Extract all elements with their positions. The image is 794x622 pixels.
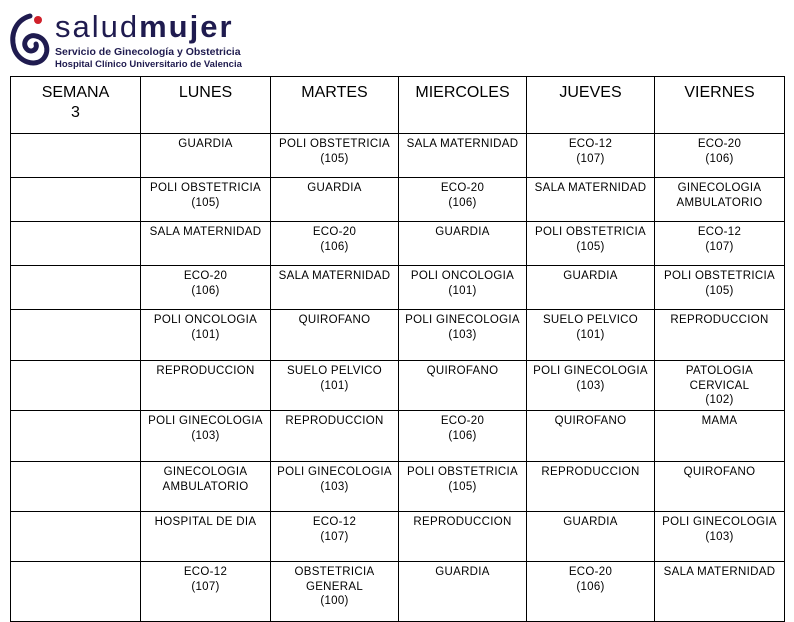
schedule-cell: SALA MATERNIDAD — [527, 178, 655, 222]
schedule-cell: REPRODUCCION — [527, 462, 655, 512]
table-row — [11, 462, 785, 512]
schedule-cell: SALA MATERNIDAD — [141, 222, 271, 266]
schedule-cell: ECO-20 (106) — [655, 134, 785, 178]
schedule-cell: GUARDIA — [399, 222, 527, 266]
table-row — [11, 562, 785, 622]
schedule-cell: POLI GINECOLOGIA (103) — [399, 310, 527, 361]
schedule-cell: QUIROFANO — [271, 310, 399, 361]
week-label: SEMANA 3 — [11, 77, 141, 134]
schedule-cell: SALA MATERNIDAD — [399, 134, 527, 178]
day-header: LUNES — [141, 77, 271, 134]
schedule-cell: SUELO PELVICO (101) — [271, 361, 399, 411]
schedule-cell: SUELO PELVICO (101) — [527, 310, 655, 361]
schedule-cell: POLI ONCOLOGIA (101) — [399, 266, 527, 310]
table-row — [11, 361, 785, 411]
schedule-cell: REPRODUCCION — [655, 310, 785, 361]
empty-week-cell — [11, 222, 141, 266]
empty-week-cell — [11, 266, 141, 310]
header-row — [11, 77, 785, 134]
schedule-cell: POLI OBSTETRICIA (105) — [271, 134, 399, 178]
empty-week-cell — [11, 134, 141, 178]
schedule-cell: REPRODUCCION — [399, 512, 527, 562]
schedule-cell: OBSTETRICIA GENERAL (100) — [271, 562, 399, 622]
brand-accent: mujer — [139, 9, 234, 44]
schedule-cell: QUIROFANO — [655, 462, 785, 512]
schedule-cell: GUARDIA — [399, 562, 527, 622]
schedule-cell: MAMA — [655, 411, 785, 462]
schedule-cell: REPRODUCCION — [271, 411, 399, 462]
table-row — [11, 222, 785, 266]
schedule-cell: ECO-20 (106) — [271, 222, 399, 266]
schedule-table — [10, 76, 785, 622]
schedule-cell: SALA MATERNIDAD — [655, 562, 785, 622]
schedule-cell: ECO-20 (106) — [399, 411, 527, 462]
schedule-cell: ECO-12 (107) — [271, 512, 399, 562]
schedule-cell: POLI OBSTETRICIA (105) — [399, 462, 527, 512]
logo — [8, 8, 248, 72]
schedule-cell: POLI GINECOLOGIA (103) — [527, 361, 655, 411]
schedule-cell: ECO-12 (107) — [141, 562, 271, 622]
empty-week-cell — [11, 562, 141, 622]
table-row — [11, 512, 785, 562]
table-row — [11, 134, 785, 178]
schedule-cell: HOSPITAL DE DIA — [141, 512, 271, 562]
hospital-subtitle: Hospital Clínico Universitario de Valencia — [55, 59, 242, 70]
empty-week-cell — [11, 462, 141, 512]
schedule-cell: ECO-12 (107) — [655, 222, 785, 266]
table-row — [11, 310, 785, 361]
schedule-cell: GINECOLOGIA AMBULATORIO — [655, 178, 785, 222]
table-row — [11, 411, 785, 462]
empty-week-cell — [11, 178, 141, 222]
table-row — [11, 266, 785, 310]
schedule-cell: POLI OBSTETRICIA (105) — [655, 266, 785, 310]
empty-week-cell — [11, 411, 141, 462]
schedule-cell: GUARDIA — [527, 512, 655, 562]
schedule-cell: REPRODUCCION — [141, 361, 271, 411]
schedule-cell: POLI GINECOLOGIA (103) — [655, 512, 785, 562]
schedule-cell: POLI ONCOLOGIA (101) — [141, 310, 271, 361]
empty-week-cell — [11, 361, 141, 411]
schedule-cell: SALA MATERNIDAD — [271, 266, 399, 310]
schedule-cell: QUIROFANO — [527, 411, 655, 462]
schedule-cell: PATOLOGIA CERVICAL (102) — [655, 361, 785, 411]
schedule-cell: POLI GINECOLOGIA (103) — [141, 411, 271, 462]
schedule-cell: ECO-20 (106) — [527, 562, 655, 622]
empty-week-cell — [11, 512, 141, 562]
schedule-cell: POLI OBSTETRICIA (105) — [527, 222, 655, 266]
day-header: VIERNES — [655, 77, 785, 134]
schedule-cell: GUARDIA — [141, 134, 271, 178]
brand-name — [55, 10, 234, 44]
schedule-cell: GINECOLOGIA AMBULATORIO — [141, 462, 271, 512]
schedule-cell: ECO-12 (107) — [527, 134, 655, 178]
table-row — [11, 178, 785, 222]
schedule-cell: ECO-20 (106) — [399, 178, 527, 222]
schedule-cell: POLI OBSTETRICIA (105) — [141, 178, 271, 222]
schedule-cell: ECO-20 (106) — [141, 266, 271, 310]
schedule-cell: POLI GINECOLOGIA (103) — [271, 462, 399, 512]
schedule-cell: GUARDIA — [527, 266, 655, 310]
schedule-cell: QUIROFANO — [399, 361, 527, 411]
schedule-cell: GUARDIA — [271, 178, 399, 222]
day-header: MARTES — [271, 77, 399, 134]
brand-main: salud — [55, 9, 140, 44]
day-header: JUEVES — [527, 77, 655, 134]
empty-week-cell — [11, 310, 141, 361]
swirl-logo-icon — [8, 12, 50, 70]
service-subtitle: Servicio de Ginecología y Obstetricia — [55, 46, 241, 58]
day-header: MIERCOLES — [399, 77, 527, 134]
